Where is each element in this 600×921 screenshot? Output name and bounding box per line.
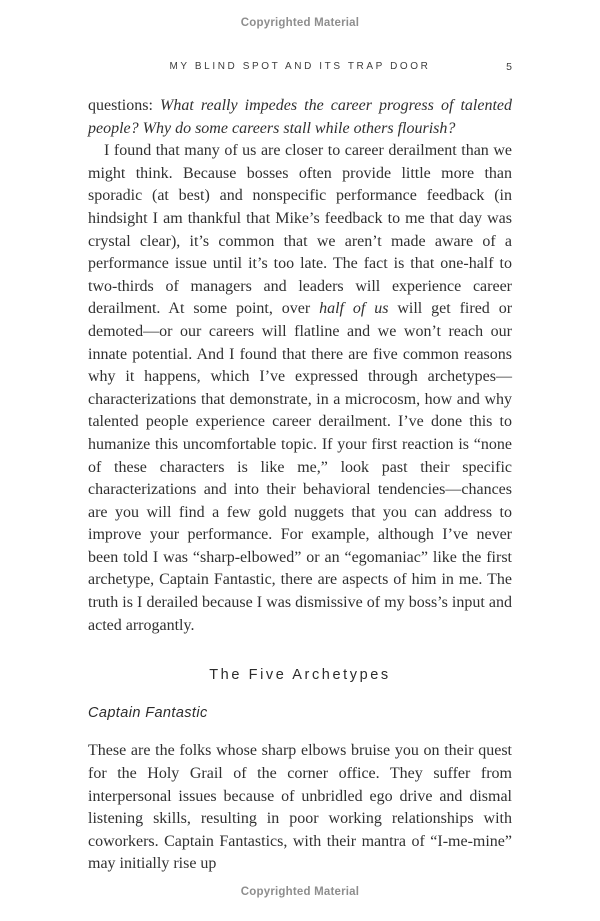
- paragraph-text-part1: I found that many of us are closer to career derailment than we might think. Because bosses often provide little more than sporadic (at best) and nonspecific performance feedback (in hindsight I am thankful that Mike’s feedback to me that day was crystal clear), it’s common that we aren’t made aware of a performance issue until it’s too late. The fact is that one-half to two-thirds of managers and leaders will experience career derailment. At some point, over: [88, 142, 512, 318]
- paragraph-text-part2: will get fired or demoted—or our careers will flatline and we won’t reach our innate potential. And I found that there are five common reasons why it happens, which I’ve expressed through archetypes—characterizations that demonstrate, in a microcosm, how and why talented people experience career derailment. I’ve done this to humanize this uncomfortable topic. If your first reaction is “none of these characters is like me,” look past their specific characterizations and into their behavioral tendencies—chances are you will find a few gold nuggets that you can address to improve your performance. For example, although I’ve never been told I was “sharp-elbowed” or an “egomaniac” like the first archetype, Captain Fantastic, there are aspects of him in me. The truth is I derailed because I was dismissive of my boss’s input and acted arrogantly.: [88, 300, 513, 634]
- running-header: [88, 61, 512, 72]
- body-text: [88, 95, 512, 876]
- paragraph-lead-text: questions:: [88, 97, 160, 114]
- paragraph-continuation: [88, 95, 512, 140]
- paragraph-archetype: These are the folks whose sharp elbows bruise you on their quest for the Holy Grail of the corner office. They suffer from interpersonal issues because of unbridled ego drive and dismal listening skills, resulting in poor working relationships with coworkers. Captain Fantastics, with their mantra of “I-me-mine” may initially rise up: [88, 742, 512, 873]
- copyright-notice-bottom: Copyrighted Material: [240, 886, 360, 898]
- subsection-heading: Captain Fantastic: [88, 704, 208, 721]
- paragraph-italic-question: What really impedes the career progress of talented people? Why do some careers stall while others flourish?: [88, 97, 513, 137]
- chapter-title: MY BLIND SPOT AND ITS TRAP DOOR: [169, 61, 431, 72]
- paragraph-main: [88, 140, 512, 637]
- copyright-notice-top: Copyrighted Material: [240, 17, 360, 29]
- page-number: 5: [506, 61, 512, 73]
- section-heading: The Five Archetypes: [209, 667, 391, 684]
- paragraph-italic-phrase: half of us: [319, 300, 389, 318]
